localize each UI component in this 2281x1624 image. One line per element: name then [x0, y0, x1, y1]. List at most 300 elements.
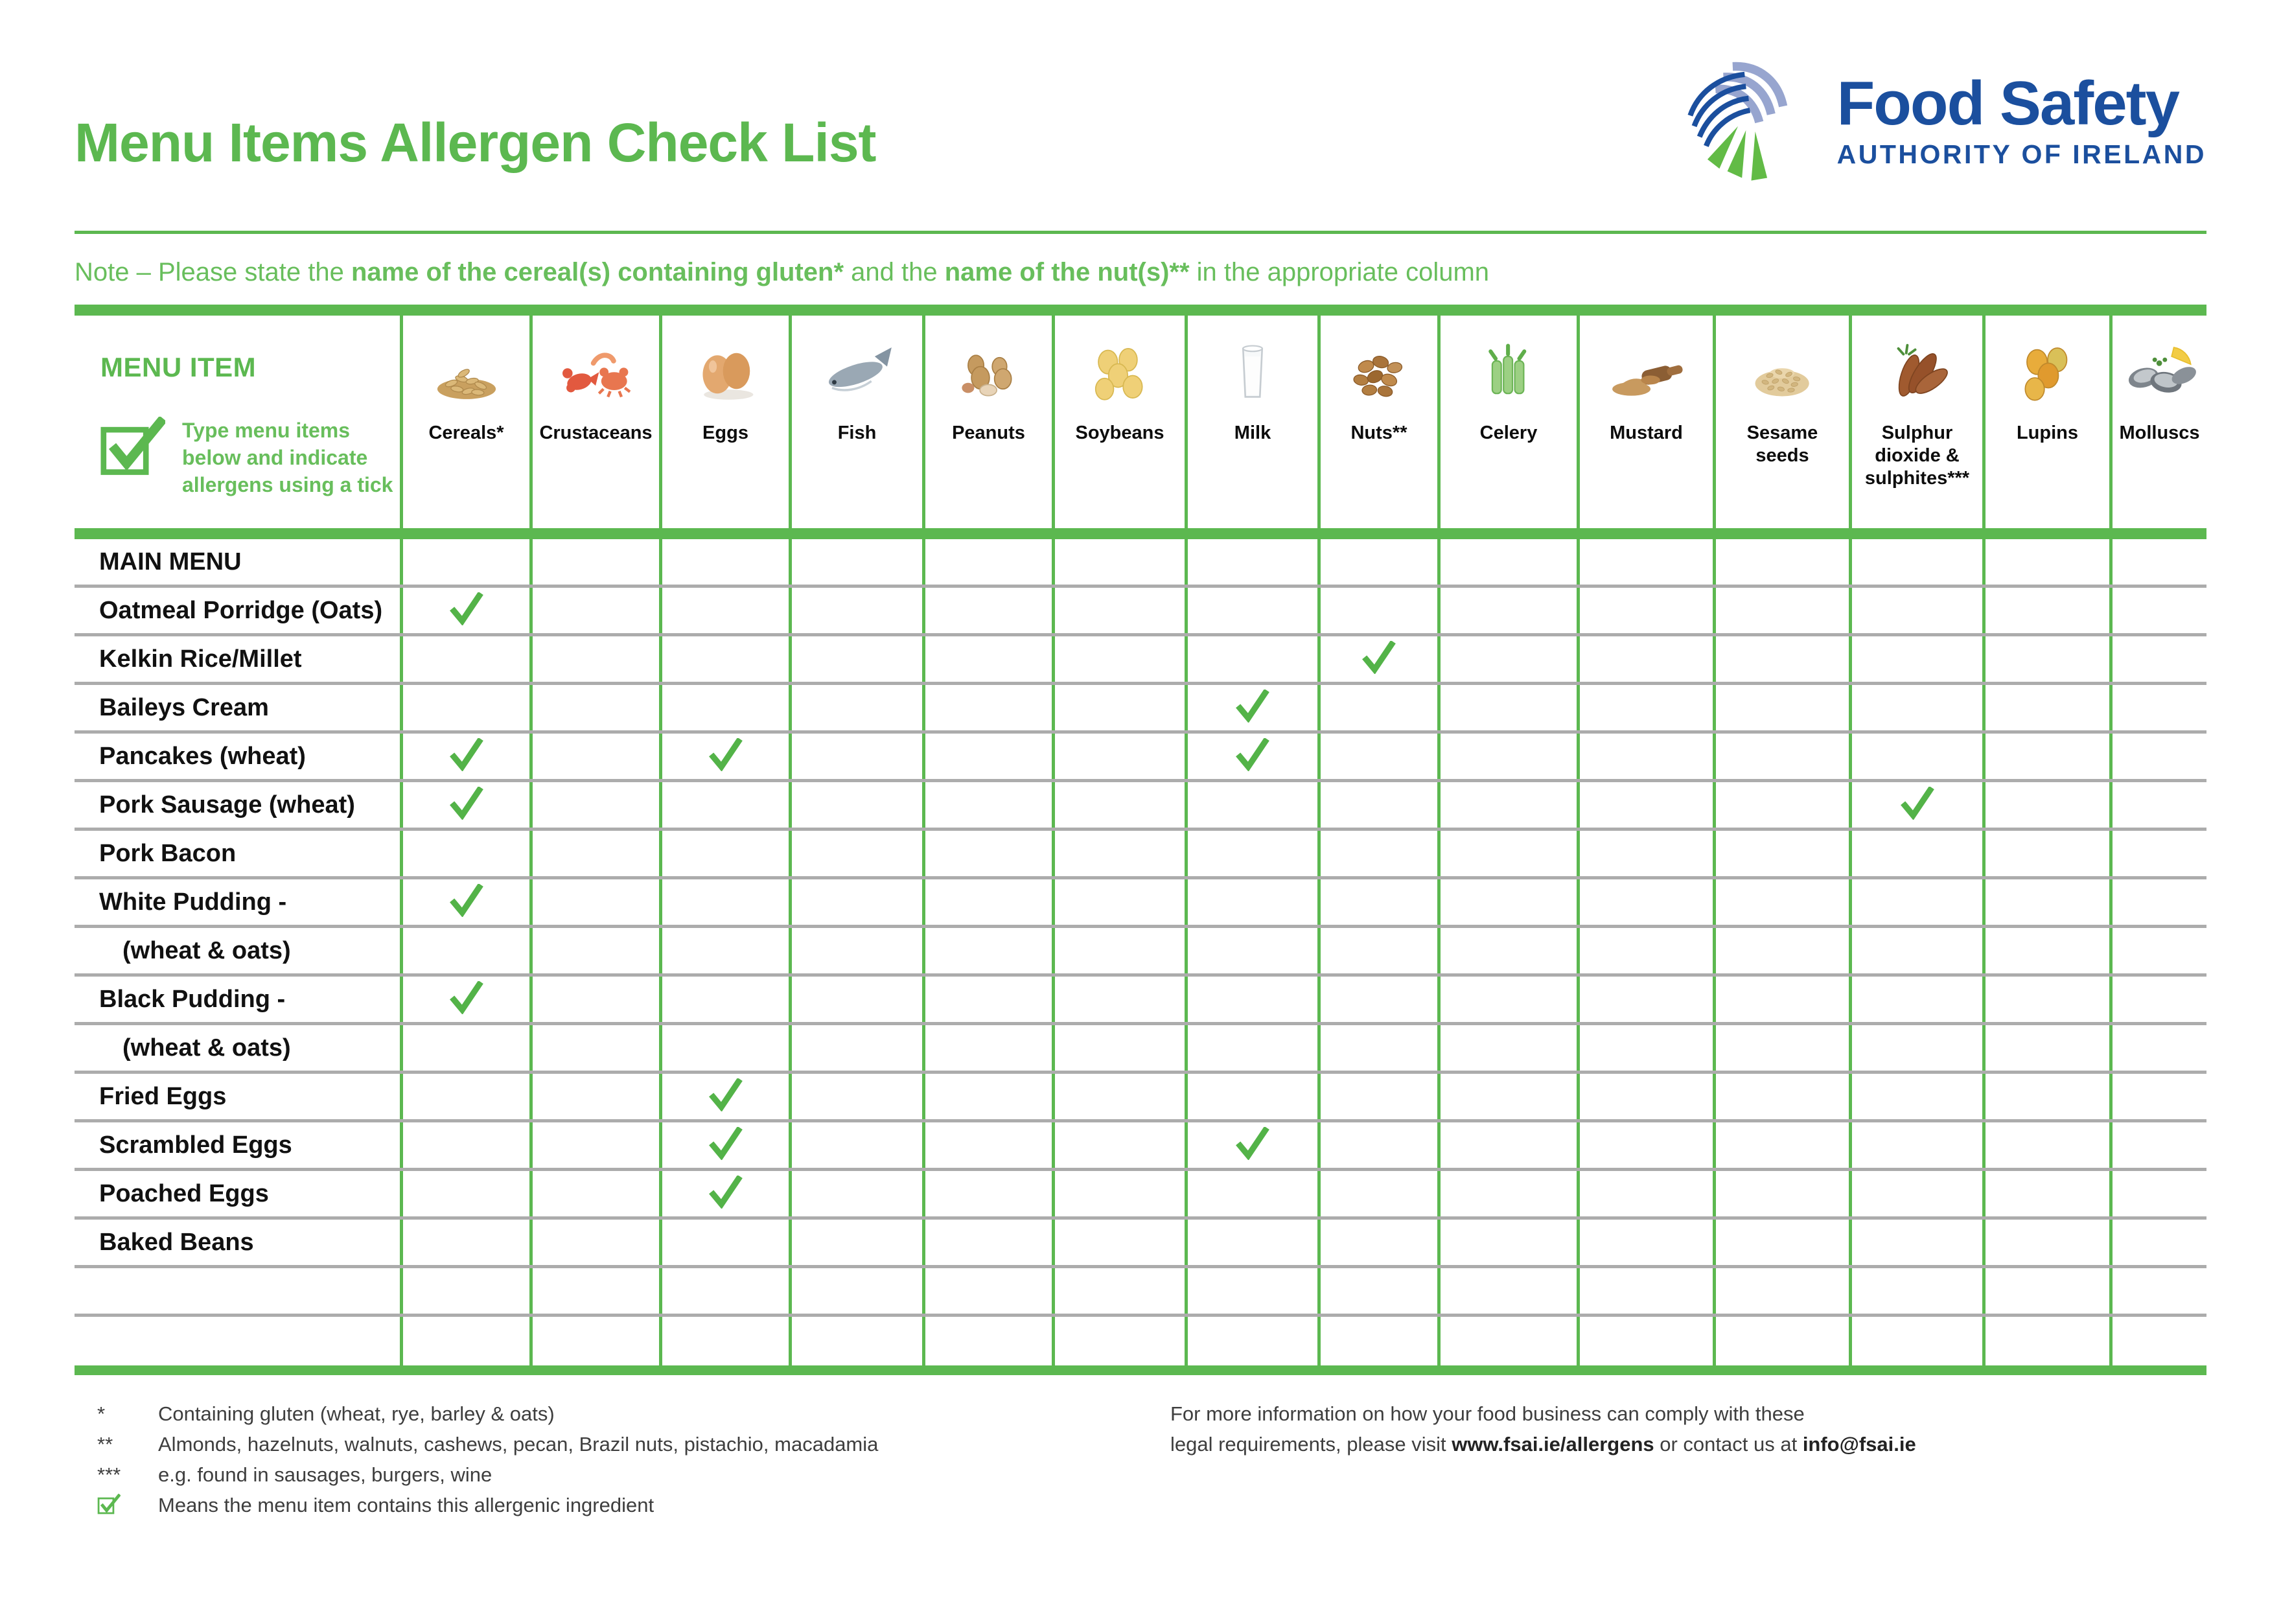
tick-icon — [708, 1176, 743, 1209]
allergen-cell[interactable] — [1055, 782, 1188, 828]
allergen-cell[interactable] — [1852, 1074, 1986, 1119]
allergen-cell[interactable] — [1321, 588, 1441, 633]
allergen-cell[interactable] — [533, 734, 662, 779]
allergen-cell[interactable] — [1055, 1268, 1188, 1314]
allergen-cell[interactable] — [1441, 1122, 1580, 1168]
allergen-cell[interactable] — [1321, 734, 1441, 779]
allergen-cell[interactable] — [2113, 782, 2206, 828]
allergen-cell[interactable] — [2113, 831, 2206, 876]
allergen-cell[interactable] — [403, 831, 533, 876]
allergen-cell[interactable] — [925, 831, 1055, 876]
allergen-cell[interactable] — [2113, 539, 2206, 585]
allergen-cell[interactable] — [662, 734, 792, 779]
column-header-cereals — [403, 316, 533, 528]
allergen-cell[interactable] — [2113, 1268, 2206, 1314]
allergen-cell[interactable] — [1852, 1220, 1986, 1265]
allergen-cell[interactable] — [1055, 1122, 1188, 1168]
allergen-cell[interactable] — [1852, 1025, 1986, 1071]
allergen-cell[interactable] — [2113, 1171, 2206, 1216]
allergen-cell[interactable] — [1321, 879, 1441, 925]
allergen-cell[interactable] — [2113, 636, 2206, 682]
allergen-cell[interactable] — [2113, 977, 2206, 1022]
footnote — [97, 1429, 878, 1459]
allergen-cell[interactable] — [925, 1025, 1055, 1071]
allergen-cell[interactable] — [662, 1220, 792, 1265]
table-body — [75, 539, 2206, 1365]
allergen-cell[interactable] — [403, 879, 533, 925]
allergen-cell[interactable] — [403, 1074, 533, 1119]
allergen-cell[interactable] — [1321, 831, 1441, 876]
fsai-logo — [1681, 54, 2206, 187]
allergen-cell[interactable] — [1321, 1220, 1441, 1265]
allergen-cell[interactable] — [1441, 879, 1580, 925]
allergen-cell[interactable] — [1852, 977, 1986, 1022]
allergen-cell[interactable] — [533, 636, 662, 682]
allergen-cell[interactable] — [1321, 1268, 1441, 1314]
allergen-cell[interactable] — [1852, 928, 1986, 973]
allergen-cell[interactable] — [792, 539, 925, 585]
allergen-cell[interactable] — [792, 928, 925, 973]
allergen-cell[interactable] — [1852, 1317, 1986, 1365]
allergen-cell[interactable] — [533, 928, 662, 973]
menu-item-cell[interactable] — [75, 782, 403, 828]
allergen-cell[interactable] — [925, 1268, 1055, 1314]
allergen-cell[interactable] — [1716, 1317, 1852, 1365]
allergen-cell[interactable] — [662, 977, 792, 1022]
allergen-cell[interactable] — [1188, 1268, 1321, 1314]
allergen-cell[interactable] — [1580, 1074, 1716, 1119]
contact-line-2 — [1170, 1429, 1916, 1459]
allergen-cell[interactable] — [533, 1122, 662, 1168]
allergen-cell[interactable] — [533, 1074, 662, 1119]
menu-item-name: Baked Beans — [99, 1228, 254, 1256]
allergen-cell[interactable] — [662, 879, 792, 925]
allergen-cell[interactable] — [792, 734, 925, 779]
allergen-cell[interactable] — [533, 588, 662, 633]
menu-item-cell[interactable] — [75, 1074, 403, 1119]
allergen-cell[interactable] — [533, 1268, 662, 1314]
allergen-cell[interactable] — [1188, 1025, 1321, 1071]
allergen-cell[interactable] — [1580, 1268, 1716, 1314]
table-row — [75, 782, 2206, 831]
allergen-cell[interactable] — [792, 636, 925, 682]
allergen-cell[interactable] — [2113, 879, 2206, 925]
tick-icon — [449, 787, 484, 820]
allergen-cell[interactable] — [1188, 1074, 1321, 1119]
allergen-cell[interactable] — [533, 1220, 662, 1265]
allergen-cell[interactable] — [792, 1268, 925, 1314]
table-row — [75, 734, 2206, 782]
menu-item-cell[interactable] — [75, 636, 403, 682]
allergen-cell[interactable] — [662, 1171, 792, 1216]
allergen-cell[interactable] — [1852, 1122, 1986, 1168]
allergen-cell[interactable] — [1852, 879, 1986, 925]
allergen-cell[interactable] — [925, 928, 1055, 973]
allergen-cell[interactable] — [1716, 1171, 1852, 1216]
allergen-cell[interactable] — [1986, 1025, 2113, 1071]
allergen-cell[interactable] — [1580, 782, 1716, 828]
allergen-cell[interactable] — [662, 831, 792, 876]
allergen-cell[interactable] — [403, 1171, 533, 1216]
allergen-cell[interactable] — [1580, 928, 1716, 973]
allergen-cell[interactable] — [792, 1171, 925, 1216]
allergen-cell[interactable] — [662, 1317, 792, 1365]
table-row — [75, 977, 2206, 1025]
column-label: Sulphur dioxide & sulphites*** — [1864, 423, 1970, 489]
allergen-cell[interactable] — [662, 1025, 792, 1071]
allergen-cell[interactable] — [925, 685, 1055, 730]
allergen-cell[interactable] — [1188, 636, 1321, 682]
allergen-cell[interactable] — [792, 977, 925, 1022]
allergen-cell[interactable] — [2113, 928, 2206, 973]
tick-icon — [1235, 690, 1270, 723]
allergen-cell[interactable] — [925, 1171, 1055, 1216]
allergen-cell[interactable] — [1852, 539, 1986, 585]
allergen-cell[interactable] — [1055, 636, 1188, 682]
allergen-cell[interactable] — [1580, 734, 1716, 779]
allergen-cell[interactable] — [662, 1268, 792, 1314]
allergen-cell[interactable] — [1716, 977, 1852, 1022]
allergen-cell[interactable] — [1986, 1268, 2113, 1314]
allergen-cell[interactable] — [1321, 977, 1441, 1022]
allergen-cell[interactable] — [1716, 1122, 1852, 1168]
allergen-cell[interactable] — [792, 1317, 925, 1365]
allergen-cell[interactable] — [1852, 636, 1986, 682]
menu-item-cell[interactable] — [75, 1220, 403, 1265]
allergen-cell[interactable] — [1986, 734, 2113, 779]
allergen-cell[interactable] — [1986, 1074, 2113, 1119]
allergen-cell[interactable] — [1055, 1074, 1188, 1119]
allergen-cell[interactable] — [1441, 977, 1580, 1022]
allergen-cell[interactable] — [1716, 685, 1852, 730]
allergen-cell[interactable] — [925, 636, 1055, 682]
tick-icon — [449, 884, 484, 917]
allergen-cell[interactable] — [1441, 1074, 1580, 1119]
allergen-cell[interactable] — [1188, 588, 1321, 633]
menu-item-cell[interactable] — [75, 1171, 403, 1216]
allergen-cell[interactable] — [792, 588, 925, 633]
allergen-cell[interactable] — [403, 977, 533, 1022]
allergen-cell[interactable] — [1580, 1122, 1716, 1168]
menu-item-cell[interactable] — [75, 539, 403, 585]
allergen-cell[interactable] — [1580, 1220, 1716, 1265]
allergen-cell[interactable] — [1716, 1220, 1852, 1265]
table-row — [75, 539, 2206, 588]
allergen-cell[interactable] — [533, 977, 662, 1022]
allergen-cell[interactable] — [2113, 1025, 2206, 1071]
allergen-cell[interactable] — [403, 928, 533, 973]
allergens-link[interactable]: www.fsai.ie/allergens — [1452, 1433, 1654, 1456]
table-top-bar — [75, 305, 2206, 316]
allergen-cell[interactable] — [792, 1220, 925, 1265]
allergen-cell[interactable] — [1716, 1025, 1852, 1071]
allergen-cell[interactable] — [1716, 1074, 1852, 1119]
allergen-cell[interactable] — [1580, 1317, 1716, 1365]
allergen-cell[interactable] — [1580, 1171, 1716, 1216]
menu-item-name: Fried Eggs — [99, 1082, 227, 1110]
allergen-cell[interactable] — [1716, 539, 1852, 585]
allergen-cell[interactable] — [1321, 1074, 1441, 1119]
column-label: Lupins — [2016, 423, 2079, 443]
allergen-cell[interactable] — [1321, 782, 1441, 828]
allergen-cell[interactable] — [403, 782, 533, 828]
allergen-cell[interactable] — [1188, 977, 1321, 1022]
allergen-cell[interactable] — [1188, 1171, 1321, 1216]
allergen-cell[interactable] — [1986, 636, 2113, 682]
allergen-cell[interactable] — [1441, 1171, 1580, 1216]
allergen-cell[interactable] — [1986, 1122, 2113, 1168]
allergen-cell[interactable] — [925, 1317, 1055, 1365]
allergen-cell[interactable] — [925, 734, 1055, 779]
allergen-cell[interactable] — [925, 588, 1055, 633]
allergen-cell[interactable] — [1441, 539, 1580, 585]
column-header-eggs — [662, 316, 792, 528]
allergen-cell[interactable] — [1321, 1317, 1441, 1365]
allergen-cell[interactable] — [1055, 1171, 1188, 1216]
allergen-cell[interactable] — [925, 782, 1055, 828]
column-label: Celery — [1479, 423, 1538, 443]
allergen-cell[interactable] — [792, 1025, 925, 1071]
tick-icon — [1235, 738, 1270, 771]
allergen-cell[interactable] — [1716, 588, 1852, 633]
allergen-cell[interactable] — [662, 636, 792, 682]
allergen-cell[interactable] — [1321, 1171, 1441, 1216]
allergen-cell[interactable] — [533, 831, 662, 876]
allergen-cell[interactable] — [2113, 1317, 2206, 1365]
allergen-cell[interactable] — [533, 539, 662, 585]
allergen-cell[interactable] — [1055, 1220, 1188, 1265]
allergen-cell[interactable] — [403, 685, 533, 730]
allergen-cell[interactable] — [662, 928, 792, 973]
menu-item-cell[interactable] — [75, 588, 403, 633]
allergen-cell[interactable] — [1188, 734, 1321, 779]
allergen-cell[interactable] — [662, 539, 792, 585]
allergen-cell[interactable] — [1986, 1171, 2113, 1216]
allergen-cell[interactable] — [533, 685, 662, 730]
allergen-cell[interactable] — [403, 1122, 533, 1168]
allergen-cell[interactable] — [1441, 1268, 1580, 1314]
allergen-cell[interactable] — [1986, 539, 2113, 585]
allergen-cell[interactable] — [792, 831, 925, 876]
table-row — [75, 685, 2206, 734]
allergen-cell[interactable] — [1852, 1171, 1986, 1216]
allergen-cell[interactable] — [1188, 1122, 1321, 1168]
allergen-cell[interactable] — [1580, 879, 1716, 925]
menu-item-name: Kelkin Rice/Millet — [99, 645, 302, 673]
allergen-cell[interactable] — [1580, 539, 1716, 585]
allergen-cell[interactable] — [1055, 928, 1188, 973]
allergen-cell[interactable] — [403, 1025, 533, 1071]
allergen-cell[interactable] — [1055, 539, 1188, 585]
allergen-cell[interactable] — [1580, 685, 1716, 730]
footnote-marker: * — [97, 1402, 106, 1425]
allergen-cell[interactable] — [1441, 1025, 1580, 1071]
allergen-cell[interactable] — [2113, 588, 2206, 633]
allergen-cell[interactable] — [1188, 685, 1321, 730]
allergen-cell[interactable] — [1716, 1268, 1852, 1314]
allergen-cell[interactable] — [1441, 588, 1580, 633]
allergen-cell[interactable] — [1716, 928, 1852, 973]
allergen-cell[interactable] — [792, 879, 925, 925]
allergen-cell[interactable] — [1986, 977, 2113, 1022]
allergen-cell[interactable] — [1321, 539, 1441, 585]
allergen-cell[interactable] — [662, 685, 792, 730]
allergen-cell[interactable] — [1441, 831, 1580, 876]
menu-item-cell[interactable] — [75, 1268, 403, 1314]
allergen-cell[interactable] — [1986, 1317, 2113, 1365]
table-row — [75, 588, 2206, 636]
email-link[interactable]: info@fsai.ie — [1802, 1433, 1916, 1456]
allergen-cell[interactable] — [1055, 1317, 1188, 1365]
allergen-cell[interactable] — [1055, 1025, 1188, 1071]
allergen-cell[interactable] — [925, 977, 1055, 1022]
allergen-cell[interactable] — [1986, 831, 2113, 876]
menu-item-cell[interactable] — [75, 1317, 403, 1365]
column-label: Fish — [837, 423, 877, 443]
allergen-cell[interactable] — [1986, 1220, 2113, 1265]
allergen-cell[interactable] — [925, 1122, 1055, 1168]
allergen-cell[interactable] — [1055, 977, 1188, 1022]
allergen-cell[interactable] — [1055, 879, 1188, 925]
tick-icon — [708, 738, 743, 771]
footnote-text: Containing gluten (wheat, rye, barley & oats) — [158, 1402, 555, 1425]
allergen-cell[interactable] — [925, 1074, 1055, 1119]
allergen-cell[interactable] — [1188, 928, 1321, 973]
allergen-cell[interactable] — [1441, 734, 1580, 779]
allergen-cell[interactable] — [1852, 831, 1986, 876]
allergen-cell[interactable] — [1580, 636, 1716, 682]
menu-item-cell[interactable] — [75, 1122, 403, 1168]
column-label: Milk — [1234, 423, 1271, 443]
allergen-cell[interactable] — [925, 1220, 1055, 1265]
allergen-cell[interactable] — [533, 1171, 662, 1216]
allergen-cell[interactable] — [1986, 782, 2113, 828]
allergen-cell[interactable] — [1986, 588, 2113, 633]
allergen-cell[interactable] — [792, 1122, 925, 1168]
allergen-cell[interactable] — [403, 1317, 533, 1365]
table-row — [75, 1317, 2206, 1365]
allergen-cell[interactable] — [1580, 831, 1716, 876]
allergen-cell[interactable] — [1055, 831, 1188, 876]
allergen-cell[interactable] — [1441, 782, 1580, 828]
allergen-cell[interactable] — [1441, 1220, 1580, 1265]
allergen-cell[interactable] — [925, 879, 1055, 925]
column-header-lupins — [1986, 316, 2113, 528]
allergen-cell[interactable] — [1441, 636, 1580, 682]
allergen-cell[interactable] — [1055, 734, 1188, 779]
allergen-cell[interactable] — [2113, 685, 2206, 730]
allergen-cell[interactable] — [403, 734, 533, 779]
table-row — [75, 1025, 2206, 1074]
allergen-cell[interactable] — [1716, 734, 1852, 779]
allergen-cell[interactable] — [2113, 1074, 2206, 1119]
menu-item-name: Oatmeal Porridge (Oats) — [99, 596, 383, 624]
allergen-cell[interactable] — [1716, 831, 1852, 876]
allergen-cell[interactable] — [925, 539, 1055, 585]
menu-item-cell[interactable] — [75, 685, 403, 730]
allergen-cell[interactable] — [1055, 685, 1188, 730]
allergen-cell[interactable] — [403, 539, 533, 585]
allergen-cell[interactable] — [1986, 928, 2113, 973]
allergen-cell[interactable] — [1441, 685, 1580, 730]
allergen-cell[interactable] — [1852, 782, 1986, 828]
table-row — [75, 831, 2206, 879]
allergen-cell[interactable] — [1852, 685, 1986, 730]
allergen-cell[interactable] — [662, 782, 792, 828]
allergen-cell[interactable] — [1580, 1025, 1716, 1071]
allergen-cell[interactable] — [533, 1317, 662, 1365]
menu-item-name: (wheat & oats) — [122, 1034, 291, 1061]
allergen-cell[interactable] — [2113, 734, 2206, 779]
allergen-cell[interactable] — [792, 685, 925, 730]
allergen-cell[interactable] — [1852, 734, 1986, 779]
column-label: Sesame seeds — [1746, 423, 1818, 466]
menu-item-cell[interactable] — [75, 831, 403, 876]
allergen-cell[interactable] — [1321, 1122, 1441, 1168]
allergen-cell[interactable] — [662, 1122, 792, 1168]
allergen-cell[interactable] — [2113, 1122, 2206, 1168]
table-row — [75, 636, 2206, 685]
allergen-cell[interactable] — [533, 1025, 662, 1071]
allergen-cell[interactable] — [1986, 685, 2113, 730]
allergen-cell[interactable] — [1321, 636, 1441, 682]
allergen-cell[interactable] — [1321, 1025, 1441, 1071]
allergen-cell[interactable] — [1986, 879, 2113, 925]
allergen-cell[interactable] — [792, 1074, 925, 1119]
allergen-cell[interactable] — [1441, 928, 1580, 973]
menu-item-cell[interactable] — [75, 734, 403, 779]
allergen-cell[interactable] — [403, 1220, 533, 1265]
allergen-cell[interactable] — [1188, 1220, 1321, 1265]
allergen-cell[interactable] — [1852, 1268, 1986, 1314]
allergen-cell[interactable] — [792, 782, 925, 828]
allergen-cell[interactable] — [1580, 977, 1716, 1022]
allergen-cell[interactable] — [533, 879, 662, 925]
allergen-cell[interactable] — [1852, 588, 1986, 633]
footnote-marker: ** — [97, 1433, 113, 1456]
column-label: Eggs — [702, 423, 748, 443]
menu-item-cell[interactable] — [75, 879, 403, 925]
allergen-cell[interactable] — [1188, 879, 1321, 925]
allergen-cell[interactable] — [1716, 782, 1852, 828]
allergen-cell[interactable] — [1188, 539, 1321, 585]
allergen-cell[interactable] — [1580, 588, 1716, 633]
allergen-cell[interactable] — [662, 1074, 792, 1119]
allergen-cell[interactable] — [403, 588, 533, 633]
allergen-cell[interactable] — [533, 782, 662, 828]
menu-item-cell[interactable] — [75, 977, 403, 1022]
allergen-cell[interactable] — [2113, 1220, 2206, 1265]
allergen-cell[interactable] — [1055, 588, 1188, 633]
allergen-cell[interactable] — [1441, 1317, 1580, 1365]
footnote — [97, 1459, 878, 1490]
allergen-cell[interactable] — [1716, 879, 1852, 925]
allergen-cell[interactable] — [1188, 1317, 1321, 1365]
menu-item-cell[interactable] — [75, 1025, 403, 1071]
milk-icon — [1210, 335, 1295, 412]
allergen-cell[interactable] — [403, 636, 533, 682]
menu-item-cell[interactable] — [75, 928, 403, 973]
allergen-cell[interactable] — [1321, 685, 1441, 730]
allergen-cell[interactable] — [403, 1268, 533, 1314]
allergen-cell[interactable] — [1188, 782, 1321, 828]
allergen-cell[interactable] — [1321, 928, 1441, 973]
allergen-cell[interactable] — [662, 588, 792, 633]
allergen-cell[interactable] — [1188, 831, 1321, 876]
instruction-text: Type menu items below and indicate allergens using a tick — [182, 419, 393, 496]
contact-block — [1170, 1398, 1916, 1459]
allergen-cell[interactable] — [1716, 636, 1852, 682]
